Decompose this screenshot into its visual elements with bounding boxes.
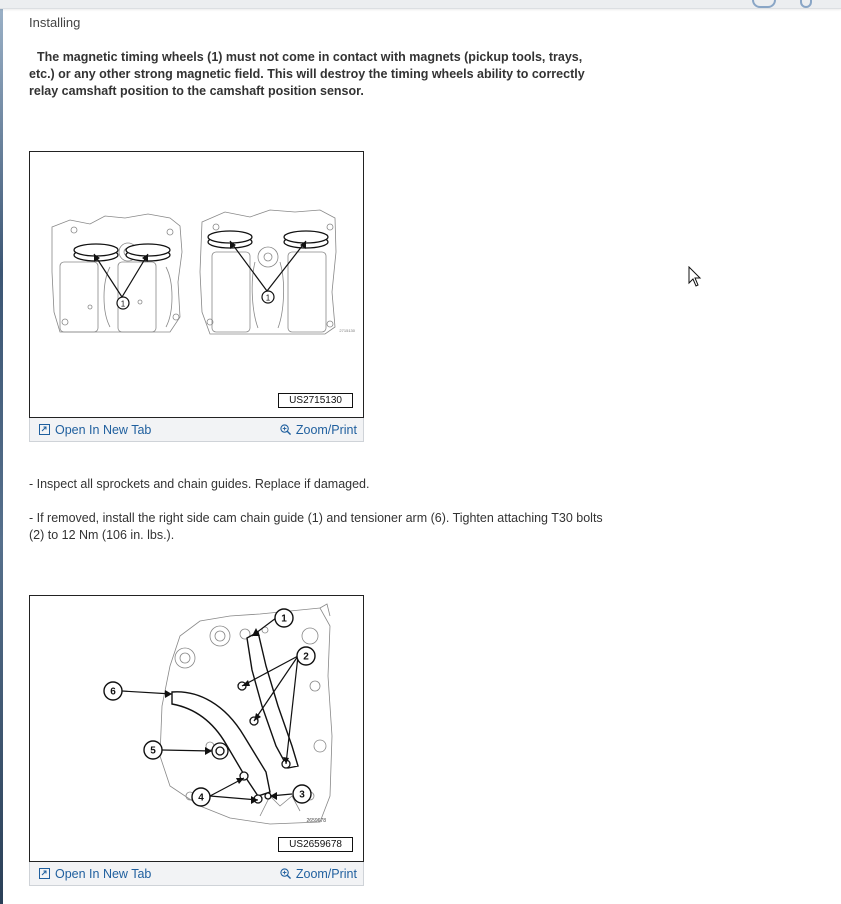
svg-text:3: 3 <box>299 789 305 801</box>
zoom-print-link[interactable] <box>280 867 357 881</box>
zoom-icon <box>280 868 291 879</box>
callout-1 <box>117 297 129 309</box>
mouse-cursor-icon <box>688 266 702 288</box>
figure-caption: US2715130 <box>278 393 353 408</box>
callout-3 <box>293 785 311 803</box>
open-in-new-tab-label: Open In New Tab <box>55 422 152 437</box>
zoom-icon <box>280 424 291 435</box>
svg-text:1: 1 <box>281 613 287 625</box>
callout-2 <box>297 647 315 665</box>
open-new-tab-icon <box>39 424 50 435</box>
toolbar-circle-icon[interactable] <box>752 0 776 8</box>
figure-image-frame[interactable] <box>29 595 364 862</box>
zoom-print-label: Zoom/Print <box>295 422 357 437</box>
svg-text:2: 2 <box>303 651 309 663</box>
zoom-print-link[interactable] <box>280 423 357 437</box>
figure-small-code: 2715130 <box>339 328 355 333</box>
figure-toolbar <box>29 862 364 886</box>
toolbar-glyph-icon[interactable] <box>800 0 812 8</box>
step-install-chain-guide: - If removed, install the right side cam chain guide (1) and tensioner arm (6). Tighten attaching T30 bolts (2) to 12 Nm (106 in. lbs.). <box>29 511 603 542</box>
callout-1b <box>262 291 274 303</box>
callout-4 <box>192 788 210 806</box>
figure-small-code: 2659678 <box>306 818 326 824</box>
svg-text:6: 6 <box>110 686 116 698</box>
callout-5 <box>144 741 162 759</box>
window-left-edge <box>0 0 3 904</box>
warning-text <box>29 49 599 100</box>
figure-image-frame[interactable] <box>29 151 364 418</box>
timing-wheels-illustration <box>30 152 363 417</box>
svg-text:5: 5 <box>150 745 156 757</box>
svg-text:1: 1 <box>120 299 126 309</box>
figure-toolbar <box>29 418 364 442</box>
figure-caption: US2659678 <box>278 837 353 852</box>
figure-chain-guide-tensioner <box>29 595 364 886</box>
zoom-print-label: Zoom/Print <box>295 866 357 881</box>
section-heading: Installing <box>29 15 81 30</box>
open-new-tab-icon <box>39 868 50 879</box>
open-in-new-tab-link[interactable] <box>39 867 151 881</box>
chain-guide-illustration <box>30 596 363 861</box>
figure-magnetic-timing-wheels <box>29 151 364 442</box>
open-in-new-tab-link[interactable] <box>39 423 151 437</box>
svg-text:1: 1 <box>265 293 271 303</box>
step-inspect-sprockets: - Inspect all sprockets and chain guides. Replace if damaged. <box>29 477 370 491</box>
svg-text:4: 4 <box>198 792 204 804</box>
open-in-new-tab-label: Open In New Tab <box>55 866 152 881</box>
top-toolbar-strip <box>0 0 841 9</box>
callout-6 <box>104 682 122 700</box>
callout-1 <box>275 609 293 627</box>
warning-text-body: The magnetic timing wheels (1) must not come in contact with magnets (pickup tools, trays, etc.) or any other strong magnetic field. This will destroy the timing wheels ability to correctly relay camshaft position to the camshaft position sensor. <box>29 50 585 98</box>
